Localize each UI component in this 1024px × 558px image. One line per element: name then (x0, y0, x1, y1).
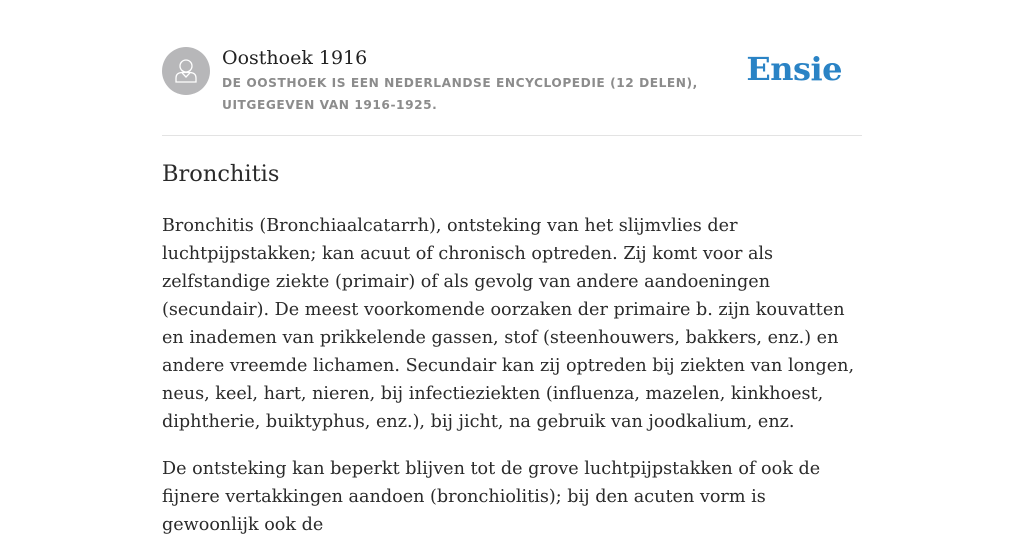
content-container (162, 0, 862, 535)
article-paragraph: De ontsteking kan beperkt blijven tot de grove luchtpijpstakken of ook de fijnere vertakkingen aandoen (bronchiolitis); bij den acuten vorm is gewoonlijk ook de (162, 459, 821, 535)
article-paragraph: Bronchitis (Bronchiaalcatarrh), ontsteking van het slijmvlies der luchtpijpstakken; kan acuut of chronisch optreden. Zij komt voor als zelfstandige ziekte (primair) of als gevolg van andere aandoeningen (secundair). De meest voorkomende oorzaken der primaire b. zijn kouvatten en inademen van prikkelende gassen, stof (steenhouwers, bakkers, enz.) en andere vreemde lichamen. Secundair kan zij optreden bij ziekten van longen, neus, keel, hart, nieren, bij infectieziekten (influenza, mazelen, kinkhoest, diphtherie, buiktyphus, enz.), bij jicht, na gebruik van joodkalium, enz. (162, 216, 855, 432)
user-avatar-icon[interactable] (162, 47, 210, 95)
article-body (162, 212, 862, 558)
article-title: Bronchitis (162, 161, 280, 187)
source-description: DE OOSTHOEK IS EEN NEDERLANDSE ENCYCLOPEDIE (12 DELEN), UITGEGEVEN VAN 1916-1925. (222, 76, 698, 112)
source-title[interactable]: Oosthoek 1916 (222, 47, 368, 69)
ensie-logo[interactable]: Ensie (746, 50, 842, 88)
source-header (162, 0, 862, 136)
